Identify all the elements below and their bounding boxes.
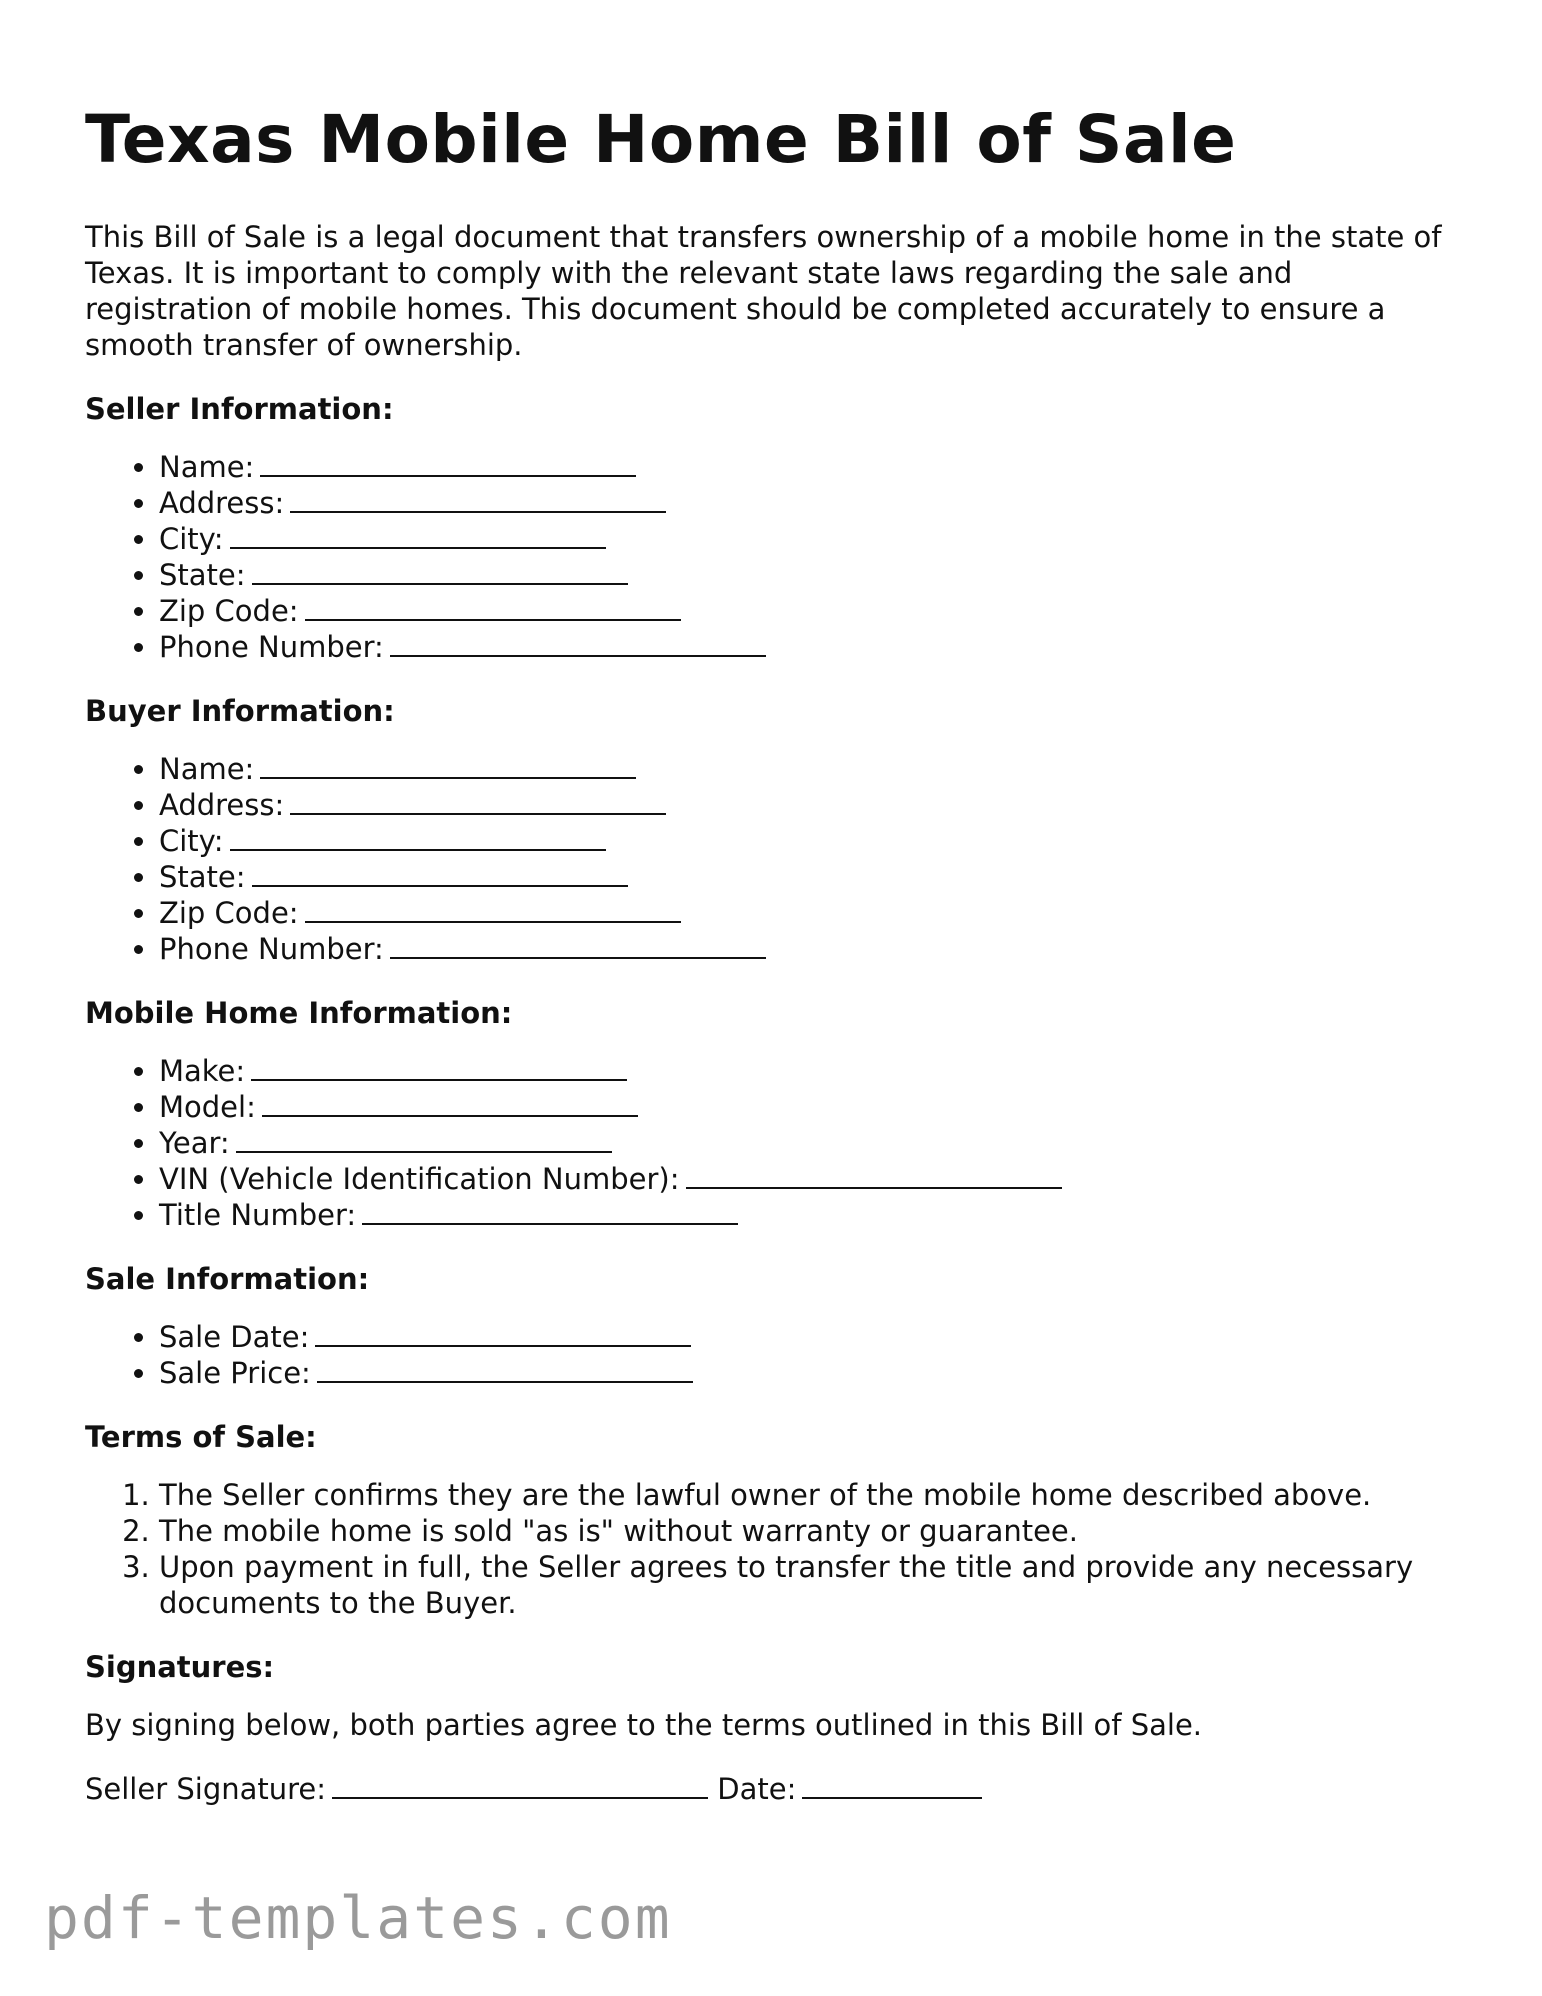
- buyer-state-item: [159, 859, 1465, 895]
- home-title-number-field[interactable]: [362, 1197, 738, 1225]
- sale-heading: Sale Information:: [85, 1262, 370, 1297]
- field-label: Name:: [159, 450, 255, 485]
- field-label: Address:: [159, 486, 285, 521]
- buyer-phone-item: [159, 931, 1465, 967]
- home-make-item: [159, 1053, 1465, 1089]
- field-label: Zip Code:: [159, 896, 299, 931]
- home-fields-list: [85, 1053, 1465, 1233]
- buyer-city-item: [159, 823, 1465, 859]
- buyer-address-item: [159, 787, 1465, 823]
- sale-date-item: [159, 1319, 1465, 1355]
- field-label: Model:: [159, 1090, 256, 1125]
- seller-zip-item: [159, 593, 1465, 629]
- home-vin-item: [159, 1161, 1465, 1197]
- home-make-field[interactable]: [251, 1053, 627, 1081]
- terms-heading: Terms of Sale:: [85, 1420, 317, 1455]
- seller-signature-field[interactable]: [332, 1771, 708, 1799]
- buyer-name-item: [159, 751, 1465, 787]
- buyer-state-field[interactable]: [252, 859, 628, 887]
- signature-date-field[interactable]: [802, 1771, 982, 1799]
- signatures-text: By signing below, both parties agree to the terms outlined in this Bill of Sale.: [85, 1708, 1203, 1743]
- document-title: Texas Mobile Home Bill of Sale: [85, 101, 1237, 178]
- sale-price-item: [159, 1355, 1465, 1391]
- seller-state-item: [159, 557, 1465, 593]
- seller-fields-list: [85, 449, 1465, 665]
- buyer-heading: Buyer Information:: [85, 694, 395, 729]
- terms-item: 1. The Seller confirms they are the lawful owner of the mobile home described above.: [159, 1477, 1465, 1513]
- terms-item: 3. Upon payment in full, the Seller agrees to transfer the title and provide any necessary documents to the Buyer.: [159, 1549, 1465, 1621]
- home-year-field[interactable]: [236, 1125, 612, 1153]
- field-label: Name:: [159, 752, 255, 787]
- field-label: Title Number:: [159, 1198, 357, 1233]
- buyer-city-field[interactable]: [230, 823, 606, 851]
- field-label: Sale Date:: [159, 1320, 310, 1355]
- home-heading: Mobile Home Information:: [85, 996, 513, 1031]
- field-label: City:: [159, 522, 224, 557]
- home-model-field[interactable]: [262, 1089, 638, 1117]
- seller-signature-label: Seller Signature:: [85, 1772, 327, 1807]
- intro-paragraph: This Bill of Sale is a legal document that transfers ownership of a mobile home in the state of Texas. It is important to comply with the relevant state laws regarding the sale and registration of mobile homes. This document should be completed accurately to ensure a smooth transfer of ownership.: [85, 220, 1442, 363]
- watermark: pdf-templates.com: [44, 1884, 672, 1952]
- seller-state-field[interactable]: [252, 557, 628, 585]
- sale-date-field[interactable]: [315, 1319, 691, 1347]
- seller-name-item: [159, 449, 1465, 485]
- seller-phone-item: [159, 629, 1465, 665]
- home-vin-field[interactable]: [686, 1161, 1062, 1189]
- field-label: Sale Price:: [159, 1356, 311, 1391]
- sale-fields-list: [85, 1319, 1465, 1391]
- field-label: City:: [159, 824, 224, 859]
- signatures-heading: Signatures:: [85, 1650, 275, 1685]
- buyer-fields-list: [85, 751, 1465, 967]
- field-label: Address:: [159, 788, 285, 823]
- field-label: VIN (Vehicle Identification Number):: [159, 1162, 680, 1197]
- buyer-zip-field[interactable]: [305, 895, 681, 923]
- field-label: Year:: [159, 1126, 230, 1161]
- seller-signature-line: [85, 1771, 1465, 1807]
- seller-name-field[interactable]: [260, 449, 636, 477]
- home-title-number-item: [159, 1197, 1465, 1233]
- seller-zip-field[interactable]: [305, 593, 681, 621]
- terms-list: [85, 1477, 1465, 1621]
- buyer-address-field[interactable]: [290, 787, 666, 815]
- seller-phone-field[interactable]: [390, 629, 766, 657]
- date-label: Date:: [717, 1772, 797, 1807]
- home-model-item: [159, 1089, 1465, 1125]
- seller-city-item: [159, 521, 1465, 557]
- terms-item: 2. The mobile home is sold "as is" without warranty or guarantee.: [159, 1513, 1465, 1549]
- seller-heading: Seller Information:: [85, 392, 394, 427]
- buyer-phone-field[interactable]: [390, 931, 766, 959]
- seller-city-field[interactable]: [230, 521, 606, 549]
- field-label: Phone Number:: [159, 932, 384, 967]
- field-label: State:: [159, 558, 246, 593]
- field-label: State:: [159, 860, 246, 895]
- buyer-zip-item: [159, 895, 1465, 931]
- home-year-item: [159, 1125, 1465, 1161]
- field-label: Make:: [159, 1054, 246, 1089]
- sale-price-field[interactable]: [317, 1355, 693, 1383]
- seller-address-field[interactable]: [290, 485, 666, 513]
- buyer-name-field[interactable]: [260, 751, 636, 779]
- field-label: Zip Code:: [159, 594, 299, 629]
- seller-address-item: [159, 485, 1465, 521]
- field-label: Phone Number:: [159, 630, 384, 665]
- document-page: [85, 100, 1465, 1835]
